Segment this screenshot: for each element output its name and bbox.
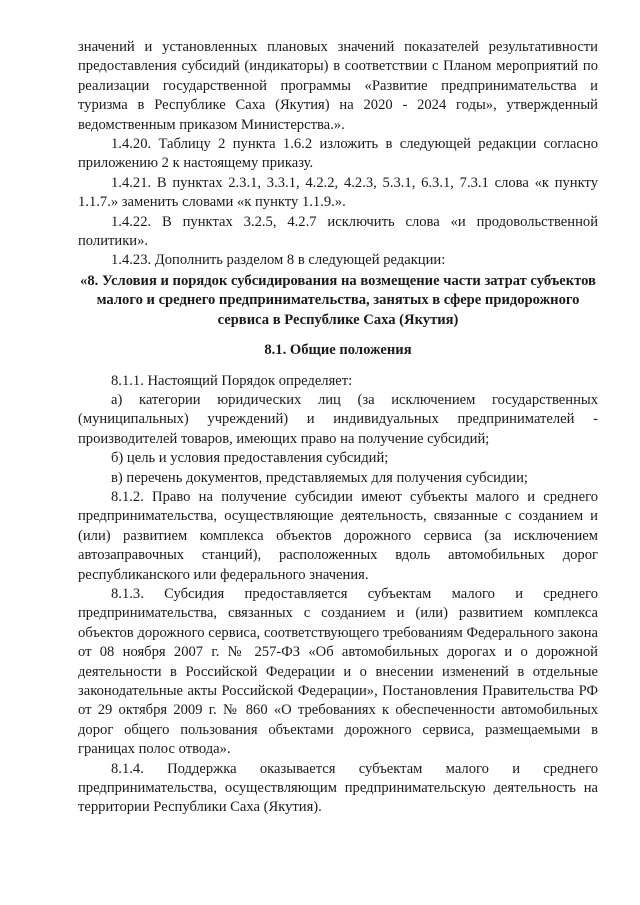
- clause-8-1-3: 8.1.3. Субсидия предоставляется субъектам малого и среднего предпринимательства, связанных с созданием и (или) развитием комплекса объектов дорожного сервиса, соответствующего требованиям Федерального закона от 08 ноября 2007 г. № 257-ФЗ «Об автомобильных дорогах и о дорожной деятельности в Российской Федерации и о внесении изменений в отдельные законодательные акты Российской Федерации», Постановления Правительства РФ от 29 октября 2009 г. № 860 «О требованиях к обеспеченности автомобильных дорог общего пользования объектами дорожного сервиса, размещаемыми в границах полос отвода».: [78, 585, 598, 758]
- paragraph-1-4-22: 1.4.22. В пунктах 3.2.5, 4.2.7 исключить слова «и продовольственной политики».: [78, 213, 598, 250]
- clause-8-1-2: 8.1.2. Право на получение субсидии имеют субъекты малого и среднего предпринимательства, осуществляющие деятельность, связанные с созданием и (или) развитием комплекса объектов дорожного сервиса (за исключением автозаправочных станций), расположенных вдоль автомобильных дорог республиканского или федерального значения.: [78, 488, 598, 583]
- paragraph-1-4-23: 1.4.23. Дополнить разделом 8 в следующей редакции:: [111, 252, 446, 269]
- paragraph-1-4-20: 1.4.20. Таблицу 2 пункта 1.6.2 изложить в следующей редакции согласно приложению 2 к настоящему приказу.: [78, 136, 598, 172]
- section-title: «8. Условия и порядок субсидирования на возмещение части затрат субъектов малого и среднего предпринимательства, занятых в сфере придорожного сервиса в Республике Саха (Якутия): [80, 272, 596, 328]
- paragraph-1-4-21: 1.4.21. В пунктах 2.3.1, 3.3.1, 4.2.2, 4.2.3, 5.3.1, 6.3.1, 7.3.1 слова «к пункту 1.1.7.» заменить словами «к пункту 1.1.9.».: [78, 174, 598, 211]
- list-item-b: б) цель и условия предоставления субсидий;: [111, 450, 389, 467]
- list-item-v: в) перечень документов, представляемых для получения субсидии;: [111, 469, 528, 486]
- paragraph-continuation: значений и установленных плановых значений показателей результативности предоставления субсидий (индикаторы) в соответствии с Планом мероприятий по реализации государственной программы «Развитие предпринимательства и туризма в Республике Саха (Якутия) на 2020 - 2024 годы», утвержденный ведомственным приказом Министерства.».: [78, 39, 598, 133]
- document-body: [78, 38, 598, 818]
- subsection-title: 8.1. Общие положения: [264, 342, 412, 359]
- clause-8-1-4: 8.1.4. Поддержка оказывается субъектам малого и среднего предпринимательства, осуществляющим предпринимательскую деятельность на территории Республики Саха (Якутия).: [78, 760, 598, 816]
- list-item-a: а) категории юридических лиц (за исключением государственных (муниципальных) учреждений) и индивидуальных предпринимателей - производителей товаров, имеющих право на получение субсидий;: [78, 391, 598, 447]
- clause-8-1-1: 8.1.1. Настоящий Порядок определяет:: [111, 372, 353, 389]
